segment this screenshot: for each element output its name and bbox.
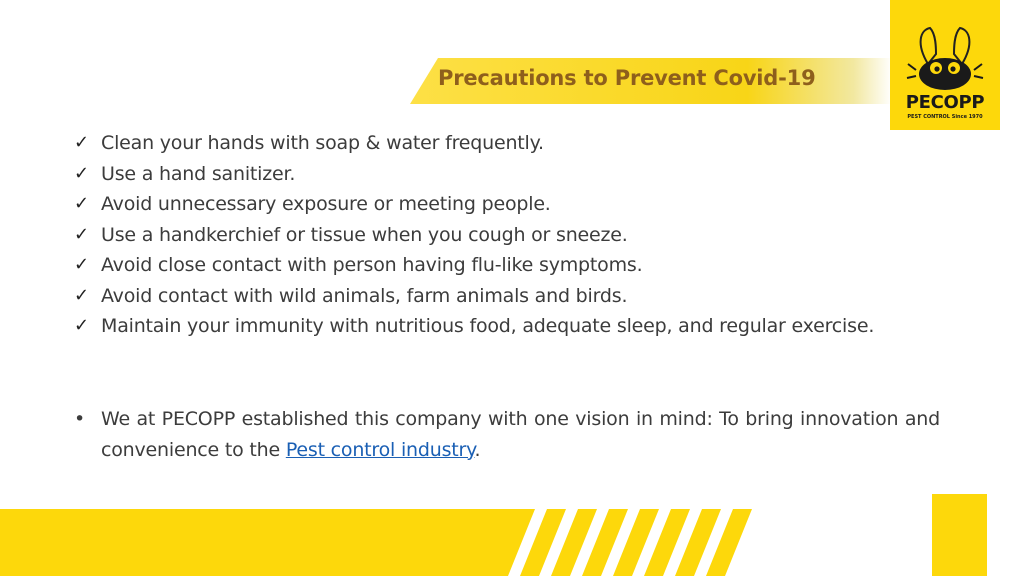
list-item: ✓ Clean your hands with soap & water frequently. bbox=[74, 128, 940, 159]
checkmark-icon: ✓ bbox=[74, 162, 89, 184]
pest-control-industry-link[interactable]: Pest control industry bbox=[285, 438, 475, 461]
checkmark-icon: ✓ bbox=[74, 254, 89, 275]
logo-wordmark: PECOPP bbox=[905, 92, 985, 113]
list-item: ✓ Maintain your immunity with nutritious food, adequate sleep, and regular exercise. bbox=[74, 311, 940, 342]
pecopp-logo bbox=[890, 0, 1000, 130]
checkmark-icon: ✓ bbox=[74, 315, 89, 336]
list-item: ✓ Avoid close contact with person having flu-like symptoms. bbox=[74, 250, 940, 281]
list-item: ✓ Avoid unnecessary exposure or meeting people. bbox=[74, 189, 940, 220]
checkmark-icon: ✓ bbox=[74, 193, 89, 214]
list-item: ✓ Use a handkerchief or tissue when you cough or sneeze. bbox=[74, 220, 940, 251]
checkmark-icon: ✓ bbox=[74, 223, 89, 245]
list-item: ✓ Use a hand sanitizer. bbox=[74, 159, 940, 190]
footer-stripes bbox=[0, 509, 1024, 576]
vision-paragraph bbox=[74, 404, 940, 465]
bug-mascot-icon bbox=[906, 24, 984, 90]
checkmark-icon: ✓ bbox=[74, 284, 89, 306]
corner-accent-bar bbox=[932, 494, 987, 576]
slide-title: Precautions to Prevent Covid-19 bbox=[438, 66, 816, 90]
bullet-dot-icon: • bbox=[74, 408, 86, 430]
precautions-list bbox=[74, 128, 940, 342]
vision-text: We at PECOPP established this company with one vision in mind: To bring innovation and convenience to the bbox=[101, 408, 940, 461]
list-item: ✓ Avoid contact with wild animals, farm animals and birds. bbox=[74, 281, 940, 312]
vision-text-end: . bbox=[474, 438, 481, 461]
checkmark-icon: ✓ bbox=[74, 132, 89, 153]
logo-tagline: PEST CONTROL Since 1970 bbox=[907, 114, 983, 120]
